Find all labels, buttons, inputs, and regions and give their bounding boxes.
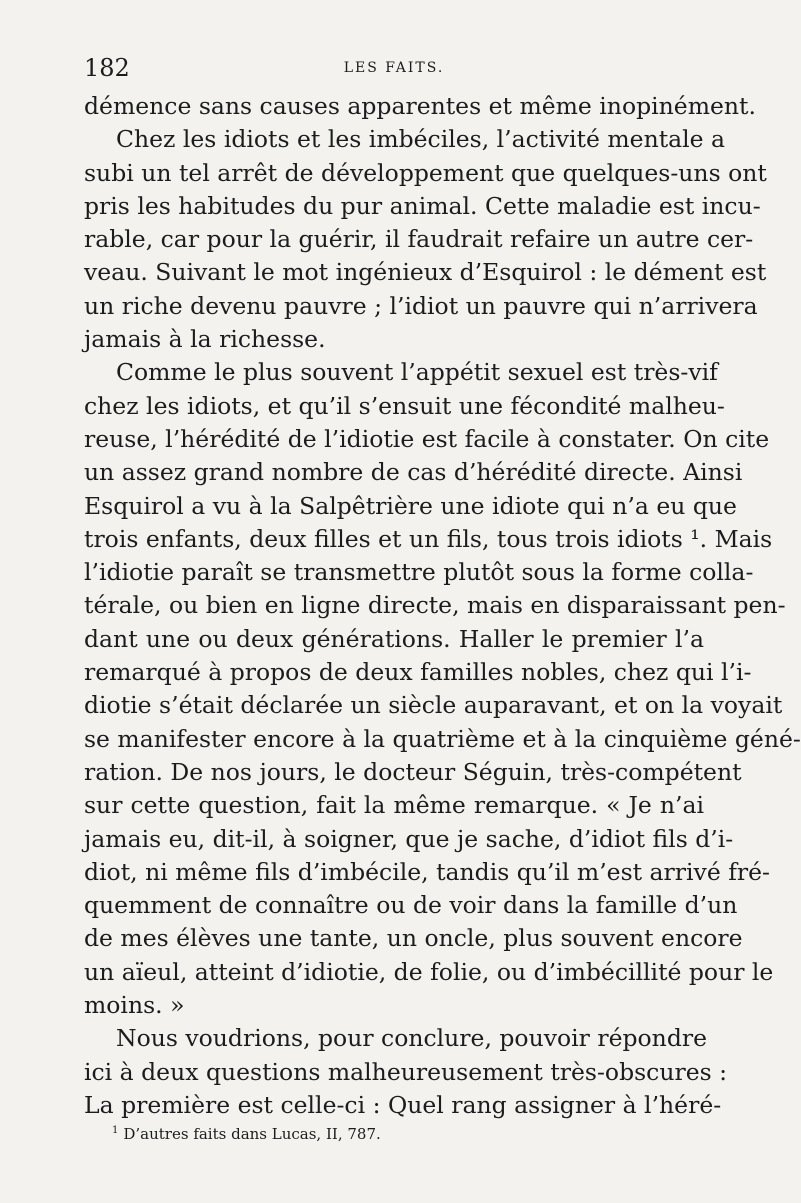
text-line: l’idiotie paraît se transmettre plutôt sous la forme colla- [84, 558, 754, 587]
text-line: diotie s’était déclarée un siècle auparavant, et on la voyait [84, 691, 783, 720]
text-line: chez les idiots, et qu’il s’ensuit une fécondité malheu- [84, 391, 725, 420]
text-line: jamais eu, dit-il, à soigner, que je sache, d’idiot fils d’i- [84, 824, 734, 853]
text-line: jamais à la richesse. [84, 325, 326, 354]
text-line: moins. » [84, 991, 185, 1020]
text-line: Nous voudrions, pour conclure, pouvoir répondre [116, 1024, 707, 1053]
page-header [84, 54, 704, 88]
text-line: rable, car pour la guérir, il faudrait refaire un autre cer- [84, 225, 754, 254]
text-line: térale, ou bien en ligne directe, mais en disparaissant pen- [84, 591, 786, 620]
text-line: se manifester encore à la quatrième et à la cinquième géné- [84, 724, 801, 753]
text-line: diot, ni même fils d’imbécile, tandis qu’il m’est arrivé fré- [84, 857, 770, 886]
text-line: reuse, l’hérédité de l’idiotie est facile à constater. On cite [84, 424, 770, 453]
body-text [84, 90, 801, 1122]
text-line: La première est celle-ci : Quel rang assigner à l’héré- [84, 1090, 722, 1119]
text-line: un assez grand nombre de cas d’hérédité directe. Ainsi [84, 458, 743, 487]
footnote [112, 1125, 381, 1143]
text-line: un aïeul, atteint d’idiotie, de folie, ou d’imbécillité pour le [84, 957, 774, 986]
page-number: 182 [84, 54, 130, 82]
text-line: veau. Suivant le mot ingénieux d’Esquirol : le dément est [84, 258, 767, 287]
running-title: LES FAITS. [343, 60, 445, 76]
text-line: sur cette question, fait la même remarque. « Je n’ai [84, 791, 704, 820]
footnote-text: D’autres faits dans Lucas, II, 787. [123, 1125, 381, 1143]
text-line: pris les habitudes du pur animal. Cette maladie est incu- [84, 191, 761, 220]
footnote-marker: 1 [112, 1125, 119, 1136]
text-line: ici à deux questions malheureusement très-obscures : [84, 1057, 728, 1086]
text-line: Chez les idiots et les imbéciles, l’activité mentale a [116, 125, 726, 154]
text-line: quemment de connaître ou de voir dans la famille d’un [84, 891, 738, 920]
text-line: Comme le plus souvent l’appétit sexuel est très-vif [116, 358, 718, 387]
text-line: dant une ou deux générations. Haller le premier l’a [84, 624, 704, 653]
text-line: remarqué à propos de deux familles nobles, chez qui l’i- [84, 658, 752, 687]
text-line: trois enfants, deux filles et un fils, tous trois idiots ¹. Mais [84, 524, 773, 553]
text-line: de mes élèves une tante, un oncle, plus souvent encore [84, 924, 743, 953]
text-line: démence sans causes apparentes et même inopinément. [84, 92, 756, 120]
text-line: ration. De nos jours, le docteur Séguin, très-compétent [84, 757, 742, 786]
text-line: un riche devenu pauvre ; l’idiot un pauvre qui n’arrivera [84, 291, 758, 320]
text-line: subi un tel arrêt de développement que quelques-uns ont [84, 158, 767, 187]
text-line: Esquirol a vu à la Salpêtrière une idiote qui n’a eu que [84, 491, 737, 520]
